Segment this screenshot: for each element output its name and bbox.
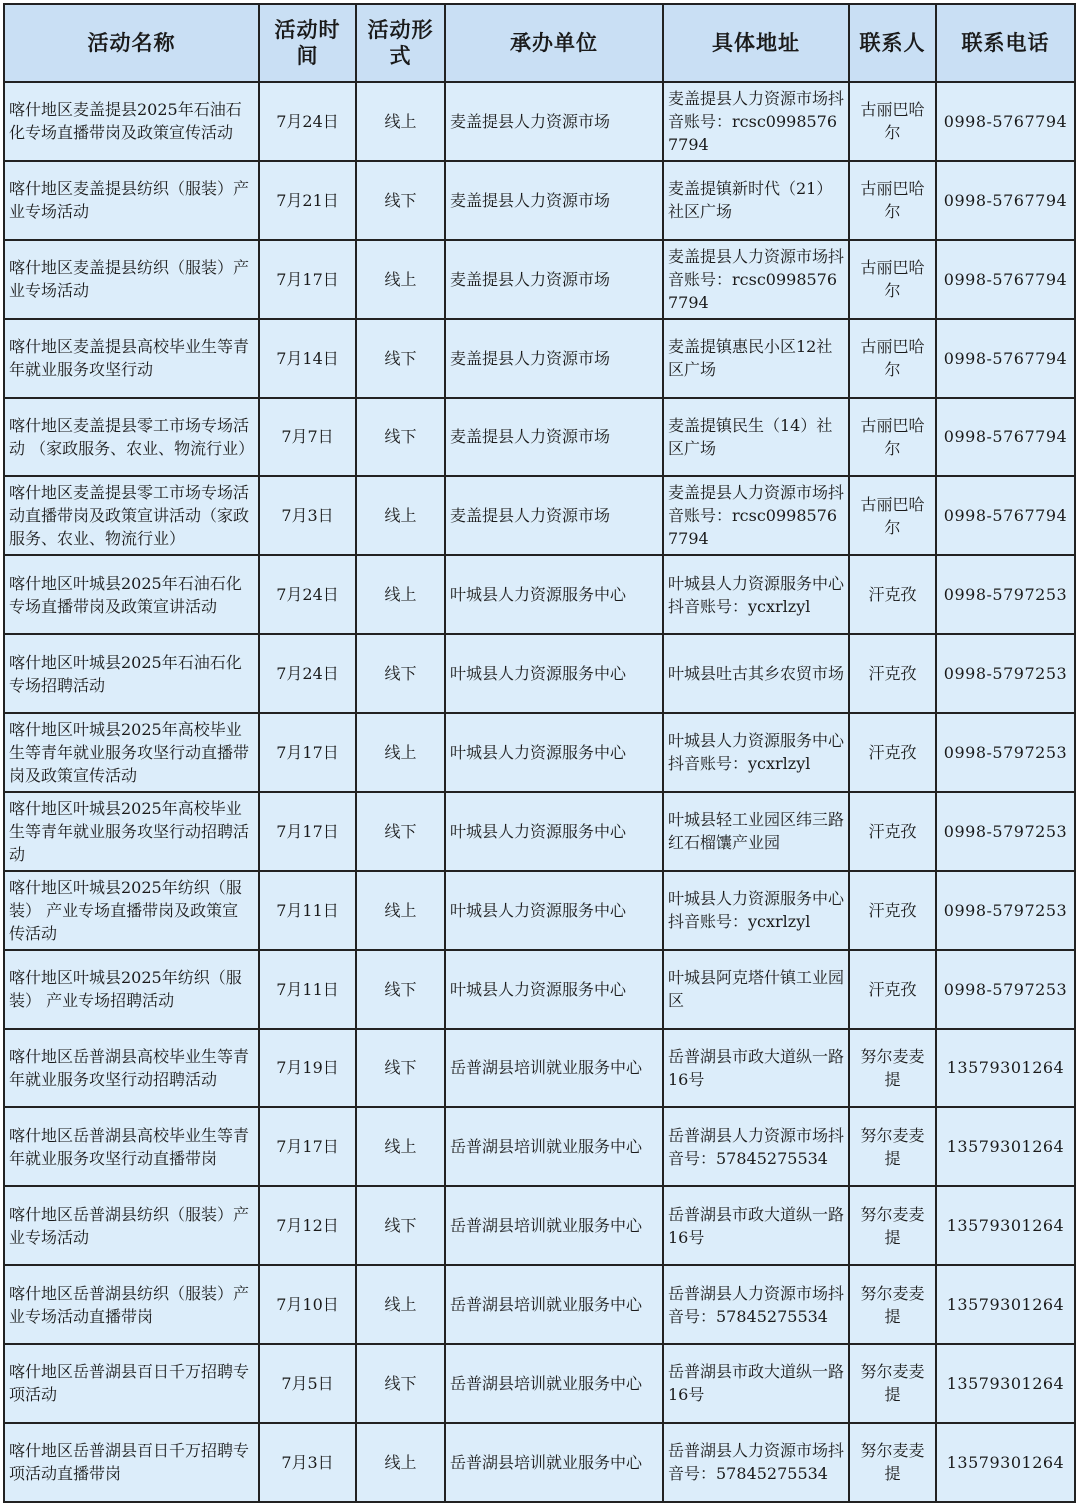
contact-person-cell: 汗克孜 [849, 634, 936, 713]
contact-phone-cell: 0998-5797253 [936, 871, 1075, 950]
activity-form-cell: 线下 [356, 319, 445, 398]
address-cell: 麦盖提县人力资源市场抖音账号：rcsc09985767794 [663, 476, 849, 555]
activity-form-cell: 线下 [356, 634, 445, 713]
table-row [4, 1186, 1075, 1265]
activity-name-cell: 喀什地区叶城县2025年石油石化专场直播带岗及政策宣讲活动 [4, 555, 259, 634]
activity-time-cell: 7月10日 [259, 1265, 356, 1344]
contact-phone-cell: 0998-5797253 [936, 792, 1075, 871]
address-cell: 麦盖提县人力资源市场抖音账号：rcsc09985767794 [663, 82, 849, 161]
organizer-cell: 麦盖提县人力资源市场 [445, 240, 663, 319]
address-cell: 麦盖提镇惠民小区12社区广场 [663, 319, 849, 398]
activity-time-cell: 7月21日 [259, 161, 356, 240]
activity-time-cell: 7月3日 [259, 1423, 356, 1502]
organizer-cell: 麦盖提县人力资源市场 [445, 319, 663, 398]
activity-name-cell: 喀什地区叶城县2025年高校毕业生等青年就业服务攻坚行动招聘活动 [4, 792, 259, 871]
organizer-cell: 岳普湖县培训就业服务中心 [445, 1344, 663, 1423]
contact-phone-cell: 0998-5797253 [936, 634, 1075, 713]
activity-form-cell: 线下 [356, 1186, 445, 1265]
contact-phone-cell: 0998-5797253 [936, 555, 1075, 634]
contact-phone-cell: 0998-5767794 [936, 476, 1075, 555]
contact-person-cell: 古丽巴哈尔 [849, 82, 936, 161]
header-address: 具体地址 [663, 4, 849, 82]
contact-person-cell: 汗克孜 [849, 792, 936, 871]
activity-form-cell: 线下 [356, 1344, 445, 1423]
table-row [4, 398, 1075, 477]
header-contact-phone: 联系电话 [936, 4, 1075, 82]
activity-name-cell: 喀什地区麦盖提县零工市场专场活动 （家政服务、农业、物流行业） [4, 398, 259, 477]
address-cell: 叶城县轻工业园区纬三路红石榴馕产业园 [663, 792, 849, 871]
activity-time-cell: 7月14日 [259, 319, 356, 398]
activity-form-cell: 线下 [356, 792, 445, 871]
activity-time-cell: 7月24日 [259, 555, 356, 634]
contact-person-cell: 汗克孜 [849, 950, 936, 1029]
address-cell: 叶城县人力资源服务中心抖音账号：ycxrlzyl [663, 713, 849, 792]
table-row [4, 871, 1075, 950]
contact-phone-cell: 13579301264 [936, 1107, 1075, 1186]
organizer-cell: 叶城县人力资源服务中心 [445, 555, 663, 634]
organizer-cell: 岳普湖县培训就业服务中心 [445, 1186, 663, 1265]
organizer-cell: 麦盖提县人力资源市场 [445, 398, 663, 477]
contact-phone-cell: 0998-5797253 [936, 713, 1075, 792]
header-activity-time: 活动时间 [259, 4, 356, 82]
organizer-cell: 叶城县人力资源服务中心 [445, 792, 663, 871]
contact-person-cell: 古丽巴哈尔 [849, 398, 936, 477]
activity-form-cell: 线下 [356, 950, 445, 1029]
activity-name-cell: 喀什地区岳普湖县百日千万招聘专项活动直播带岗 [4, 1423, 259, 1502]
address-cell: 叶城县阿克塔什镇工业园区 [663, 950, 849, 1029]
activity-time-cell: 7月17日 [259, 713, 356, 792]
activity-name-cell: 喀什地区麦盖提县纺织（服装）产业专场活动 [4, 240, 259, 319]
table-row [4, 713, 1075, 792]
organizer-cell: 叶城县人力资源服务中心 [445, 871, 663, 950]
activity-time-cell: 7月24日 [259, 82, 356, 161]
contact-phone-cell: 0998-5767794 [936, 398, 1075, 477]
contact-person-cell: 努尔麦麦提 [849, 1029, 936, 1108]
contact-person-cell: 汗克孜 [849, 871, 936, 950]
activity-name-cell: 喀什地区麦盖提县高校毕业生等青年就业服务攻坚行动 [4, 319, 259, 398]
contact-phone-cell: 13579301264 [936, 1265, 1075, 1344]
activity-name-cell: 喀什地区岳普湖县高校毕业生等青年就业服务攻坚行动招聘活动 [4, 1029, 259, 1108]
activity-time-cell: 7月5日 [259, 1344, 356, 1423]
table-header-row [4, 4, 1075, 82]
address-cell: 岳普湖县市政大道纵一路16号 [663, 1186, 849, 1265]
activity-form-cell: 线上 [356, 871, 445, 950]
activity-time-cell: 7月19日 [259, 1029, 356, 1108]
activity-form-cell: 线下 [356, 398, 445, 477]
address-cell: 麦盖提镇新时代（21）社区广场 [663, 161, 849, 240]
table-row [4, 1029, 1075, 1108]
contact-person-cell: 努尔麦麦提 [849, 1423, 936, 1502]
table-row [4, 1265, 1075, 1344]
table-row [4, 1344, 1075, 1423]
activity-name-cell: 喀什地区岳普湖县高校毕业生等青年就业服务攻坚行动直播带岗 [4, 1107, 259, 1186]
contact-phone-cell: 0998-5767794 [936, 240, 1075, 319]
organizer-cell: 麦盖提县人力资源市场 [445, 82, 663, 161]
activity-form-cell: 线上 [356, 82, 445, 161]
activity-table [3, 3, 1076, 1503]
address-cell: 麦盖提镇民生（14）社区广场 [663, 398, 849, 477]
organizer-cell: 岳普湖县培训就业服务中心 [445, 1265, 663, 1344]
contact-person-cell: 古丽巴哈尔 [849, 476, 936, 555]
contact-person-cell: 古丽巴哈尔 [849, 161, 936, 240]
contact-phone-cell: 0998-5767794 [936, 161, 1075, 240]
contact-person-cell: 努尔麦麦提 [849, 1107, 936, 1186]
activity-time-cell: 7月7日 [259, 398, 356, 477]
contact-person-cell: 努尔麦麦提 [849, 1186, 936, 1265]
table-row [4, 950, 1075, 1029]
activity-name-cell: 喀什地区叶城县2025年石油石化专场招聘活动 [4, 634, 259, 713]
address-cell: 叶城县人力资源服务中心抖音账号：ycxrlzyl [663, 871, 849, 950]
contact-person-cell: 古丽巴哈尔 [849, 240, 936, 319]
header-activity-form: 活动形式 [356, 4, 445, 82]
contact-phone-cell: 0998-5767794 [936, 82, 1075, 161]
contact-phone-cell: 13579301264 [936, 1344, 1075, 1423]
activity-name-cell: 喀什地区麦盖提县纺织（服装）产业专场活动 [4, 161, 259, 240]
organizer-cell: 叶城县人力资源服务中心 [445, 713, 663, 792]
activity-name-cell: 喀什地区叶城县2025年纺织（服装） 产业专场直播带岗及政策宣传活动 [4, 871, 259, 950]
activity-time-cell: 7月24日 [259, 634, 356, 713]
address-cell: 麦盖提县人力资源市场抖音账号：rcsc09985767794 [663, 240, 849, 319]
address-cell: 岳普湖县人力资源市场抖音号：57845275534 [663, 1265, 849, 1344]
header-activity-name: 活动名称 [4, 4, 259, 82]
activity-time-cell: 7月11日 [259, 950, 356, 1029]
table-row [4, 1423, 1075, 1502]
activity-form-cell: 线上 [356, 713, 445, 792]
contact-phone-cell: 0998-5767794 [936, 319, 1075, 398]
activity-name-cell: 喀什地区麦盖提县零工市场专场活动直播带岗及政策宣讲活动（家政服务、农业、物流行业） [4, 476, 259, 555]
table-row [4, 634, 1075, 713]
contact-person-cell: 汗克孜 [849, 555, 936, 634]
activity-form-cell: 线上 [356, 240, 445, 319]
activity-form-cell: 线上 [356, 1265, 445, 1344]
organizer-cell: 麦盖提县人力资源市场 [445, 161, 663, 240]
activity-name-cell: 喀什地区岳普湖县纺织（服装）产业专场活动 [4, 1186, 259, 1265]
address-cell: 岳普湖县人力资源市场抖音号：57845275534 [663, 1423, 849, 1502]
contact-phone-cell: 13579301264 [936, 1423, 1075, 1502]
activity-form-cell: 线上 [356, 476, 445, 555]
activity-name-cell: 喀什地区麦盖提县2025年石油石化专场直播带岗及政策宣传活动 [4, 82, 259, 161]
activity-form-cell: 线上 [356, 555, 445, 634]
address-cell: 岳普湖县市政大道纵一路16号 [663, 1029, 849, 1108]
activity-time-cell: 7月3日 [259, 476, 356, 555]
table-row [4, 82, 1075, 161]
activity-form-cell: 线上 [356, 1423, 445, 1502]
address-cell: 叶城县吐古其乡农贸市场 [663, 634, 849, 713]
organizer-cell: 叶城县人力资源服务中心 [445, 634, 663, 713]
table-row [4, 319, 1075, 398]
organizer-cell: 叶城县人力资源服务中心 [445, 950, 663, 1029]
address-cell: 叶城县人力资源服务中心抖音账号：ycxrlzyl [663, 555, 849, 634]
address-cell: 岳普湖县人力资源市场抖音号：57845275534 [663, 1107, 849, 1186]
table-row [4, 476, 1075, 555]
activity-form-cell: 线上 [356, 1107, 445, 1186]
organizer-cell: 岳普湖县培训就业服务中心 [445, 1107, 663, 1186]
table-row [4, 555, 1075, 634]
activity-form-cell: 线下 [356, 1029, 445, 1108]
activity-time-cell: 7月11日 [259, 871, 356, 950]
activity-name-cell: 喀什地区叶城县2025年高校毕业生等青年就业服务攻坚行动直播带岗及政策宣传活动 [4, 713, 259, 792]
activity-time-cell: 7月17日 [259, 240, 356, 319]
table-row [4, 792, 1075, 871]
address-cell: 岳普湖县市政大道纵一路16号 [663, 1344, 849, 1423]
activity-name-cell: 喀什地区叶城县2025年纺织（服装） 产业专场招聘活动 [4, 950, 259, 1029]
activity-time-cell: 7月17日 [259, 792, 356, 871]
contact-phone-cell: 0998-5797253 [936, 950, 1075, 1029]
activity-time-cell: 7月17日 [259, 1107, 356, 1186]
activity-form-cell: 线下 [356, 161, 445, 240]
header-organizer: 承办单位 [445, 4, 663, 82]
contact-phone-cell: 13579301264 [936, 1186, 1075, 1265]
table-row [4, 161, 1075, 240]
organizer-cell: 麦盖提县人力资源市场 [445, 476, 663, 555]
contact-person-cell: 汗克孜 [849, 713, 936, 792]
organizer-cell: 岳普湖县培训就业服务中心 [445, 1423, 663, 1502]
contact-person-cell: 努尔麦麦提 [849, 1265, 936, 1344]
organizer-cell: 岳普湖县培训就业服务中心 [445, 1029, 663, 1108]
contact-phone-cell: 13579301264 [936, 1029, 1075, 1108]
contact-person-cell: 古丽巴哈尔 [849, 319, 936, 398]
table-row [4, 1107, 1075, 1186]
header-contact-person: 联系人 [849, 4, 936, 82]
activity-name-cell: 喀什地区岳普湖县百日千万招聘专项活动 [4, 1344, 259, 1423]
activity-name-cell: 喀什地区岳普湖县纺织（服装）产业专场活动直播带岗 [4, 1265, 259, 1344]
activity-time-cell: 7月12日 [259, 1186, 356, 1265]
table-row [4, 240, 1075, 319]
contact-person-cell: 努尔麦麦提 [849, 1344, 936, 1423]
